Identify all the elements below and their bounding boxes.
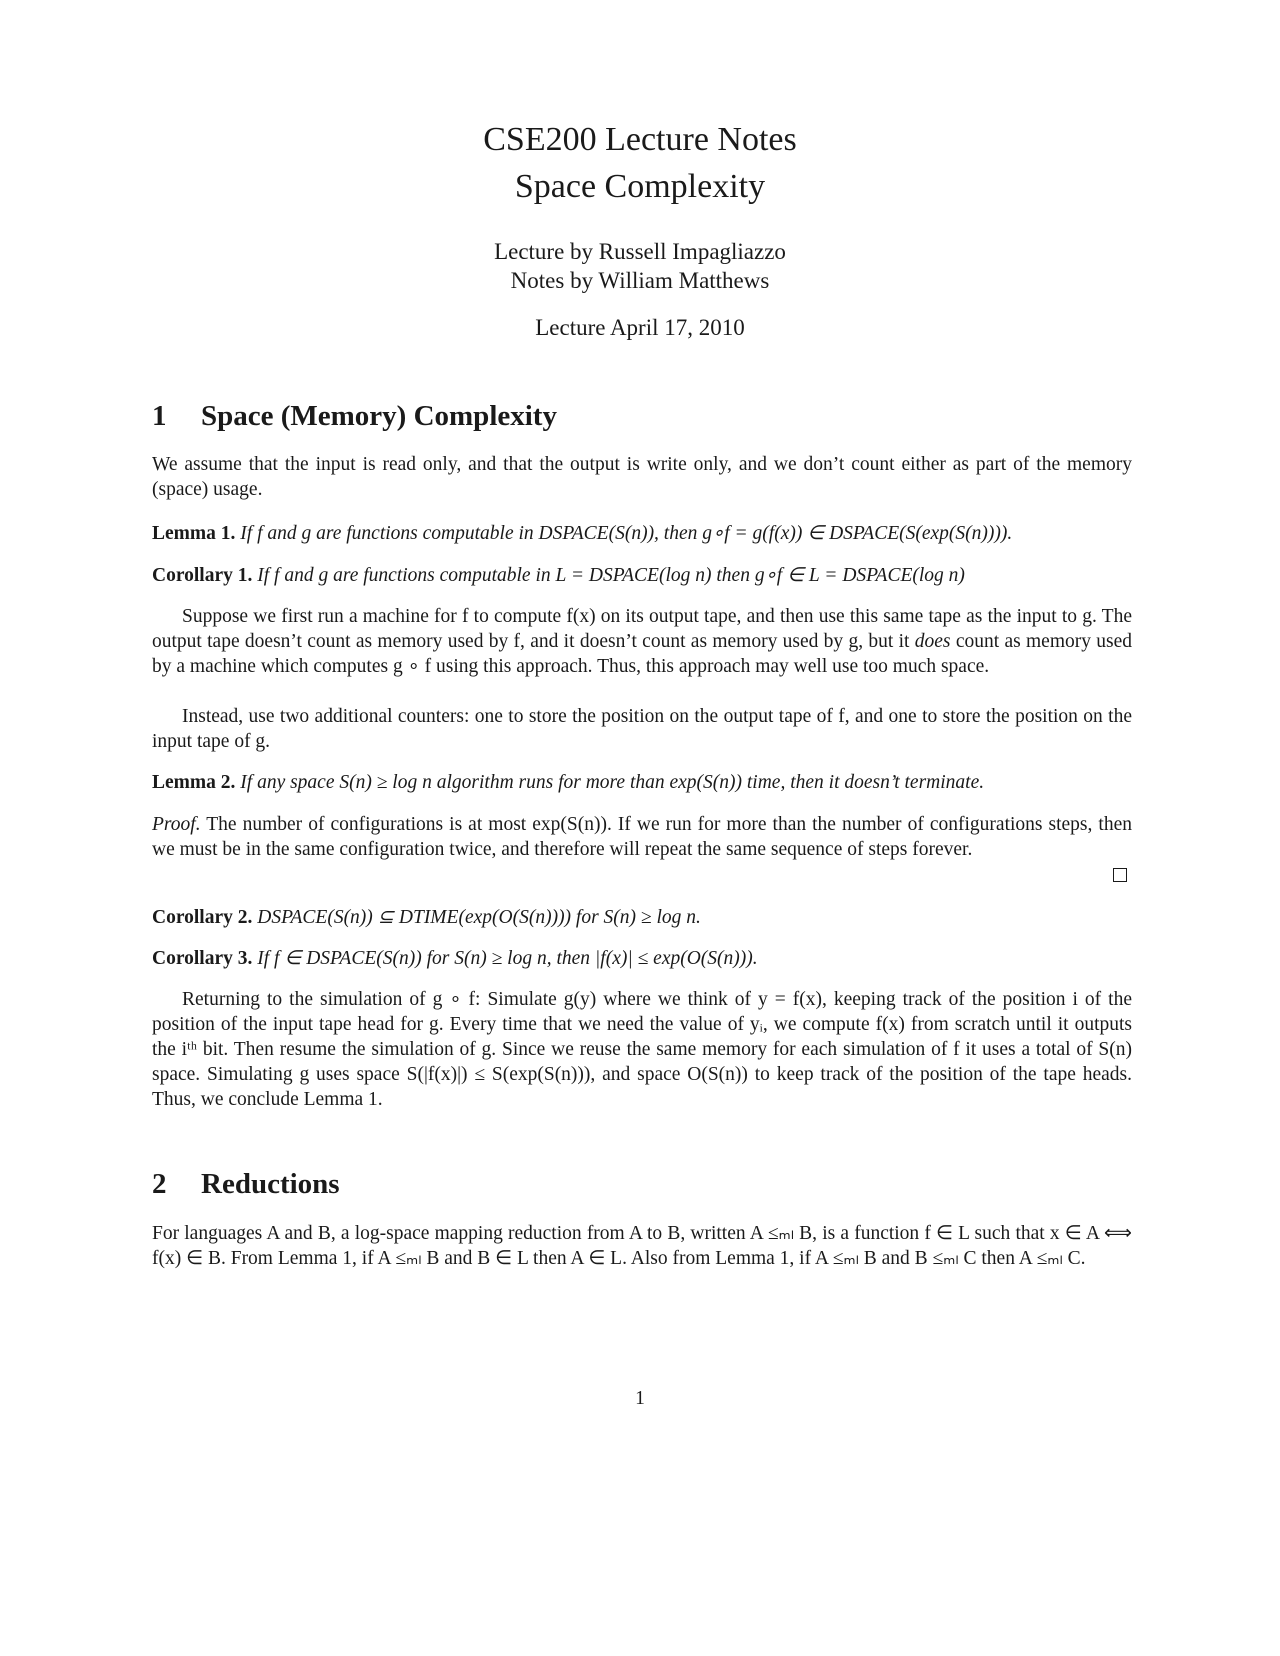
lemma-1-label: Lemma 1. — [152, 523, 236, 544]
lemma-1-text: If f and g are functions computable in DSPACE(S(n)), then g∘f = g(f(x)) ∈ DSPACE(S(exp(S(n)))). — [240, 523, 1013, 544]
section-2-paragraph: For languages A and B, a log-space mapping reduction from A to B, written A ≤ₘₗ B, is a function f ∈ L such that x ∈ A ⟺ f(x) ∈ B. From Lemma 1, if A ≤ₘₗ B and B ∈ L then A ∈ L. Also from Lemma 1, if A ≤ₘₗ B and B ≤ₘₗ C then A ≤ₘₗ C. — [152, 1223, 1132, 1269]
paragraph-1-before: Suppose we first run a machine for f to compute f(x) on its output tape, and then use this same tape as the input to g. The output tape doesn’t count as memory used by f, and it doesn’t count as memory used by g, but it — [152, 606, 1132, 652]
proof — [152, 812, 1132, 862]
lecturer-line: Lecture by Russell Impagliazzo — [494, 239, 786, 264]
lemma-2 — [152, 770, 984, 795]
paragraph-2: Instead, use two additional counters: one to store the position on the output tape of f, and one to store the position on the input tape of g. — [152, 706, 1132, 752]
paragraph-1 — [152, 604, 1132, 679]
paragraph-3: Returning to the simulation of g ∘ f: Simulate g(y) where we think of y = f(x), keeping track of the position i of the position of the input tape head for g. Every time that we need the value of yᵢ, we compute f(x) from scratch until it outputs the iᵗʰ bit. Then resume the simulation of g. Since we reuse the same memory for each simulation of f it uses a total of S(n) space. Simulating g uses space S(|f(x)|) ≤ S(exp(S(n))), and space O(S(n)) to keep track of the position of the tape heads. Thus, we conclude Lemma 1. — [152, 989, 1132, 1110]
paragraph-1-after: count as memory used by a machine which computes g ∘ f using this approach. Thus, this approach may well use too much space. — [152, 631, 1133, 677]
section-2-number: 2 — [152, 1168, 167, 1200]
section-1-number: 1 — [152, 400, 167, 432]
section-2-title: Reductions — [201, 1168, 340, 1200]
title-block — [0, 116, 1280, 210]
page-number: 1 — [635, 1388, 645, 1409]
date-block — [0, 313, 1280, 342]
lemma-2-label: Lemma 2. — [152, 772, 236, 793]
corollary-1-text: If f and g are functions computable in L = DSPACE(log n) then g∘f ∈ L = DSPACE(log n) — [257, 565, 965, 586]
page-title: CSE200 Lecture Notes — [483, 121, 797, 158]
corollary-1-label: Corollary 1. — [152, 565, 253, 586]
lemma-1 — [152, 521, 1012, 546]
author-block — [0, 237, 1280, 295]
corollary-3 — [152, 946, 758, 971]
section-2-heading — [152, 1166, 340, 1202]
section-1-heading — [152, 398, 557, 434]
corollary-2-text: DSPACE(S(n)) ⊆ DTIME(exp(O(S(n)))) for S(n) ≥ log n. — [257, 907, 701, 928]
corollary-3-label: Corollary 3. — [152, 948, 253, 969]
lemma-2-text: If any space S(n) ≥ log n algorithm runs for more than exp(S(n)) time, then it doesn’t terminate. — [240, 772, 985, 793]
page-subtitle: Space Complexity — [514, 168, 766, 205]
corollary-3-text: If f ∈ DSPACE(S(n)) for S(n) ≥ log n, then |f(x)| ≤ exp(O(S(n))). — [257, 948, 758, 969]
corollary-2-label: Corollary 2. — [152, 907, 253, 928]
proof-text: The number of configurations is at most exp(S(n)). If we run for more than the number of configurations steps, then we must be in the same configuration twice, and therefore will repeat the same sequence of steps forever. — [152, 814, 1132, 860]
lecture-date: Lecture April 17, 2010 — [535, 315, 745, 340]
notes-author-line: Notes by William Matthews — [510, 268, 770, 293]
corollary-1 — [152, 563, 965, 588]
proof-label: Proof. — [152, 814, 201, 835]
corollary-2 — [152, 905, 701, 930]
paragraph-1-emphasis: does — [914, 631, 951, 652]
qed-box — [1113, 868, 1127, 882]
section-1-intro: We assume that the input is read only, and that the output is write only, and we don’t count either as part of the memory (space) usage. — [152, 454, 1132, 500]
section-1-title: Space (Memory) Complexity — [201, 400, 557, 432]
